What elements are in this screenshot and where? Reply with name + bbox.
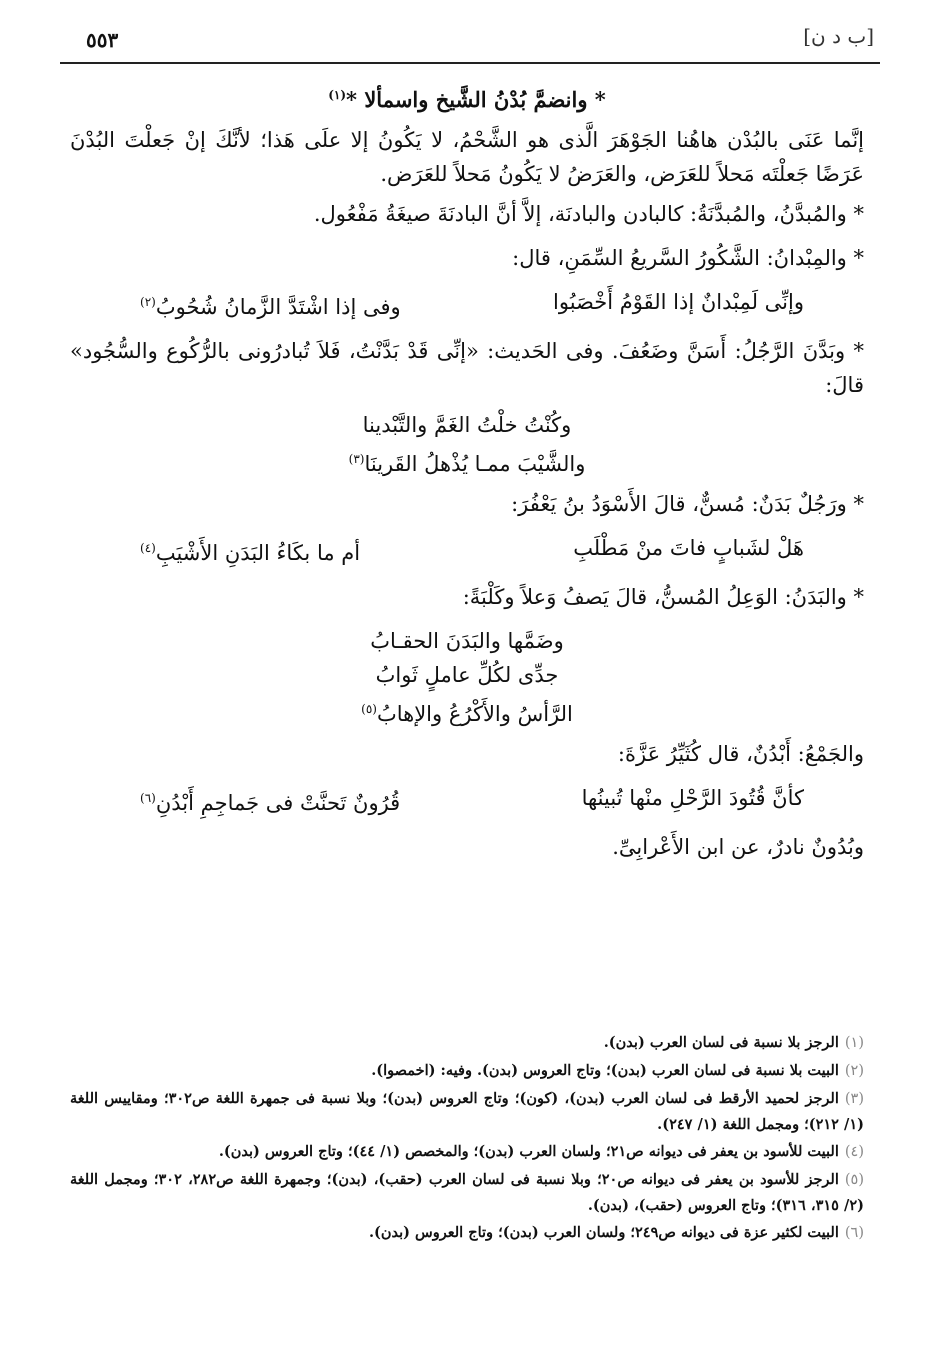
entry-mibdan: * والمِبْدانُ: الشَّكُورُ السَّريعُ السِّمَنِ، قال:	[512, 246, 864, 270]
verse-heading	[70, 78, 864, 117]
footnote-ref-4: (٤)	[140, 541, 156, 555]
entry-mubaddan: * والمُبدَّنُ، والمُبدَّنَةُ: كالبادن والبادنَة، إلاَّ أنَّ البادنَةَ صيغَةُ مَفْعُول.	[313, 202, 864, 226]
verse-couplet-5	[70, 781, 864, 820]
footnote-5	[70, 1167, 864, 1218]
footnote-text: البيت لكثير عزة فى ديوانه ص٢٤٩؛ ولسان العرب (بدن)؛ وتاج العروس (بدن).	[368, 1224, 839, 1241]
verse-1-first-hemistich: وإنِّى لَمِبْدانٌ إذا القَوْمُ أَخْصَبُوا	[553, 290, 804, 314]
verse-4-line-3: الرَّأسُ والأَكْرُعُ والإهابُ	[376, 702, 573, 726]
verse-rajaz-2	[70, 624, 864, 731]
footnote-marker: (٦)	[844, 1225, 864, 1241]
verse-1-second-hemistich-wrap	[140, 285, 401, 324]
footnote-ref-5: (٥)	[361, 702, 377, 716]
verse-rajaz-1	[70, 408, 864, 481]
entry-budun: وبُدُونٌ نادرٌ، عن ابن الأَعْرابِىِّ.	[612, 835, 864, 859]
footnote-6	[70, 1220, 864, 1246]
verse-2-line-2: والشَّيْبَ ممـا يُذْهلُ القَرينَا	[364, 452, 586, 476]
verse-couplet-3	[70, 531, 864, 570]
verse-3-second-hemistich-wrap	[140, 531, 360, 570]
footnote-2	[70, 1058, 864, 1084]
entry-badan-ibex: * والبَدَنُ: الوَعِلُ المُسنُّ، قالَ يَصفُ وَعلاً وكَلْبَةً:	[462, 585, 864, 609]
footnote-1	[70, 1030, 864, 1056]
footnote-text: الرجز للأسود بن يعفر فى ديوانه ص٢٠؛ وبلا نسبة فى لسان العرب (حقب)، (بدن)؛ وجمهرة اللغة ص٢٨٢، ٣٠٢؛ ومجمل اللغة (٢/ ٣١٥، ٣١٦)؛ وتاج العروس (حقب)، (بدن).	[70, 1171, 864, 1214]
footnote-text: الرجز بلا نسبة فى لسان العرب (بدن).	[603, 1034, 839, 1051]
verse-4-line-3-wrap	[70, 692, 864, 731]
footnote-text: الرجز لحميد الأرقط فى لسان العرب (بدن)، (كون)؛ وتاج العروس (بدن)؛ وبلا نسبة فى جمهرة اللغة ص٣٠٢؛ ومقاييس اللغة (١/ ٢١٢)؛ ومجمل اللغة (١/ ٢٤٧).	[70, 1090, 864, 1133]
footnote-ref-1: (١)	[328, 88, 347, 102]
paragraph-1: إنَّما عَنَى بالبُدْن هاهُنا الجَوْهَرَ الَّذى هو الشَّحْمُ، لا يَكُونُ إلا علَى هَذا؛ لأنَّكَ إنْ جَعلْتَ البُدْنَ عَرَضًا جَعلْتَه مَحلاً للعَرَض، والعَرَضُ لا يَكُونُ مَحلاً للعَرَض.	[70, 128, 864, 186]
footnote-3	[70, 1086, 864, 1137]
footnotes	[70, 1030, 864, 1248]
verse-4-line-1: وضَمَّها والبَدَنَ الحقـابُ	[370, 629, 564, 653]
main-text	[70, 78, 864, 874]
verse-4-line-2: جدِّى لكُلِّ عاملٍ ثَوابُ	[375, 663, 559, 687]
page-number: ٥٥٣	[86, 28, 119, 52]
footnote-marker: (٥)	[844, 1172, 865, 1188]
header-rule	[60, 62, 880, 64]
verse-1-second-hemistich: وفى إذا اشْتَدَّ الزَّمانُ شُحُوبُ	[155, 295, 401, 319]
footnote-text: البيت بلا نسبة فى لسان العرب (بدن)؛ وتاج العروس (بدن). وفيه: (اخمصوا).	[371, 1062, 839, 1079]
verse-couplet-1	[70, 285, 864, 324]
footnote-4	[70, 1139, 864, 1165]
verse-5-first-hemistich: كأنَّ قُتُودَ الرَّحْلِ منْها تُبينُها	[581, 786, 804, 810]
footnote-ref-6: (٦)	[140, 791, 156, 805]
footnote-ref-2: (٢)	[140, 295, 156, 309]
entry-baddana: * وبَدَّنَ الرَّجُلُ: أَسَنَّ وضَعُفَ. وفى الحَديث: «إنِّى قَدْ بَدَّنْتُ، فَلاَ تُبادرُونى بالرُّكُوع والسُّجُود» قالَ:	[70, 339, 864, 397]
footnote-marker: (١)	[844, 1035, 864, 1051]
verse-5-second-hemistich: قُرُونٌ تَحنَّتْ فى جَماجِمِ أَبْدُنِ	[155, 791, 401, 815]
footnote-ref-3: (٣)	[348, 452, 365, 466]
verse-2-line-2-wrap	[70, 442, 864, 481]
verse-3-second-hemistich: أم ما بكَاءُ البَدَنِ الأَشْيَبِ	[155, 541, 361, 565]
footnote-marker: (٤)	[844, 1144, 864, 1160]
footnote-marker: (٢)	[844, 1063, 864, 1079]
entry-badan-man: * ورَجُلٌ بَدَنٌ: مُسنٌّ، قالَ الأَسْوَدُ بنُ يَعْفُرَ:	[511, 492, 864, 516]
verse-5-second-hemistich-wrap	[140, 781, 400, 820]
verse-2-line-1: وكُنْتُ خلْتُ الغَمَّ والتَّبْدينا	[362, 413, 572, 437]
entry-plural: والجَمْعُ: أَبْدُنٌ، قال كُثَيِّرُ عَزَّةَ:	[617, 742, 864, 766]
heading-text: * وانضمَّ بُدْنُ الشَّيخ واسمألا *	[346, 87, 606, 112]
running-head: [ب د ن]	[803, 24, 874, 48]
footnote-marker: (٣)	[844, 1091, 865, 1107]
verse-3-first-hemistich: هَلْ لشَبابٍ فاتَ منْ مَطْلَبِ	[573, 536, 804, 560]
footnote-text: البيت للأسود بن يعفر فى ديوانه ص٢١؛ ولسان العرب (بدن)؛ والمخصص (١/ ٤٤)؛ وتاج العروس (بدن).	[218, 1143, 839, 1160]
